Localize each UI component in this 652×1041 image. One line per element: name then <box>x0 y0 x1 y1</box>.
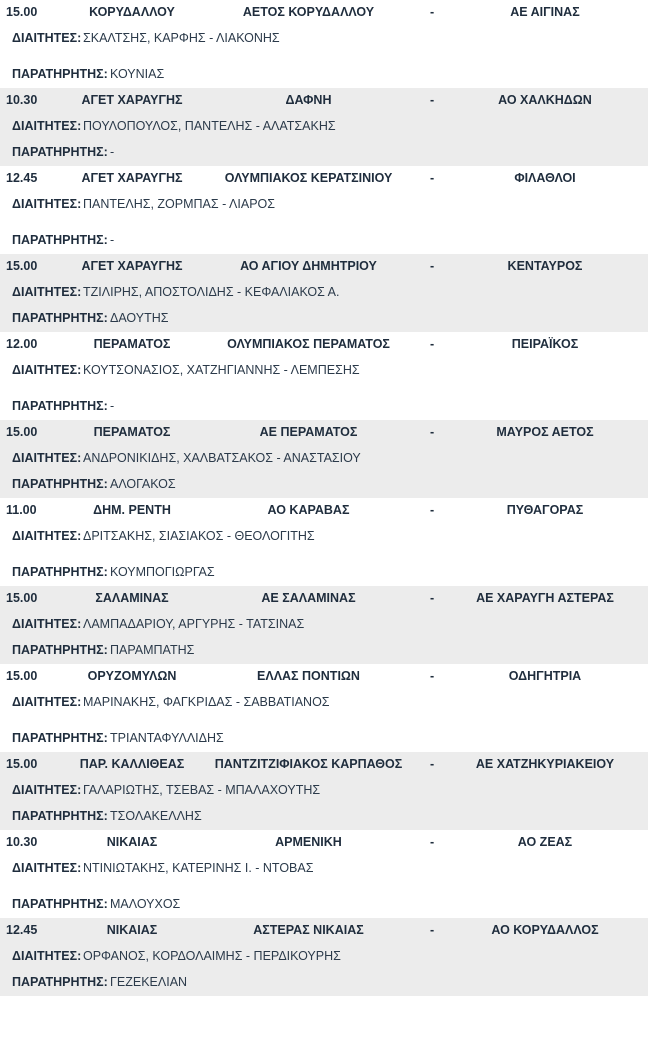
observer-value: - <box>110 399 115 413</box>
score-separator: - <box>430 425 435 439</box>
match-venue: ΔΗΜ. ΡΕΝΤΗ <box>93 503 171 517</box>
observer-label: ΠΑΡΑΤΗΡΗΤΗΣ: <box>12 233 108 247</box>
match-row <box>0 498 648 524</box>
match-time: 10.30 <box>6 93 38 107</box>
referees-row <box>0 524 648 560</box>
observer-value: ΓΕΖΕΚΕΛΙΑΝ <box>110 975 188 989</box>
match-time: 15.00 <box>6 259 38 273</box>
home-team: ΑΕΤΟΣ ΚΟΡΥΔΑΛΛΟΥ <box>242 5 375 19</box>
observer-label: ΠΑΡΑΤΗΡΗΤΗΣ: <box>12 67 108 81</box>
referees-row <box>0 778 648 804</box>
referees-row <box>0 358 648 394</box>
referees-value: ΝΤΙΝΙΩΤΑΚΗΣ, ΚΑΤΕΡΙΝΗΣ Ι. - ΝΤΟΒΑΣ <box>83 861 314 875</box>
match-time: 15.00 <box>6 591 38 605</box>
home-team: ΑΕ ΠΕΡΑΜΑΤΟΣ <box>259 425 358 439</box>
match-block <box>0 332 648 420</box>
referees-value: ΣΚΑΛΤΣΗΣ, ΚΑΡΦΗΣ - ΛΙΑΚΟΝΗΣ <box>83 31 280 45</box>
referees-row <box>0 856 648 892</box>
match-block <box>0 88 648 166</box>
match-block <box>0 830 648 918</box>
observer-value: ΚΟΥΝΙΑΣ <box>110 67 165 81</box>
observer-value: - <box>110 233 115 247</box>
observer-row <box>0 726 648 752</box>
home-team: ΑΣΤΕΡΑΣ ΝΙΚΑΙΑΣ <box>253 923 364 937</box>
match-time: 15.00 <box>6 757 38 771</box>
score-separator: - <box>430 337 435 351</box>
observer-row <box>0 306 648 332</box>
observer-label: ΠΑΡΑΤΗΡΗΤΗΣ: <box>12 643 108 657</box>
match-row <box>0 88 648 114</box>
away-team: ΑΕ ΧΑΡΑΥΓΗ ΑΣΤΕΡΑΣ <box>476 591 614 605</box>
match-time: 12.00 <box>6 337 38 351</box>
referees-label: ΔΙΑΙΤΗΤΕΣ: <box>12 31 82 45</box>
referees-value: ΓΑΛΑΡΙΩΤΗΣ, ΤΣΕΒΑΣ - ΜΠΑΛΑΧΟΥΤΗΣ <box>83 783 321 797</box>
referees-value: ΤΖΙΛΙΡΗΣ, ΑΠΟΣΤΟΛΙΔΗΣ - ΚΕΦΑΛΙΑΚΟΣ Α. <box>83 285 340 299</box>
observer-row <box>0 394 648 420</box>
referees-value: ΟΡΦΑΝΟΣ, ΚΟΡΔΟΛΑΙΜΗΣ - ΠΕΡΔΙΚΟΥΡΗΣ <box>83 949 341 963</box>
home-team: ΟΛΥΜΠΙΑΚΟΣ ΠΕΡΑΜΑΤΟΣ <box>227 337 390 351</box>
match-time: 15.00 <box>6 669 38 683</box>
referees-value: ΛΑΜΠΑΔΑΡΙΟΥ, ΑΡΓΥΡΗΣ - ΤΑΤΣΙΝΑΣ <box>83 617 305 631</box>
observer-label: ΠΑΡΑΤΗΡΗΤΗΣ: <box>12 145 108 159</box>
away-team: ΑΟ ΖΕΑΣ <box>517 835 573 849</box>
observer-row <box>0 140 648 166</box>
observer-row <box>0 472 648 498</box>
match-row <box>0 332 648 358</box>
observer-value: ΤΡΙΑΝΤΑΦΥΛΛΙΔΗΣ <box>110 731 224 745</box>
referees-value: ΑΝΔΡΟΝΙΚΙΔΗΣ, ΧΑΛΒΑΤΣΑΚΟΣ - ΑΝΑΣΤΑΣΙΟΥ <box>83 451 361 465</box>
away-team: ΑΕ ΑΙΓΙΝΑΣ <box>510 5 580 19</box>
away-team: ΠΕΙΡΑΪΚΟΣ <box>511 337 579 351</box>
match-venue: ΝΙΚΑΙΑΣ <box>106 835 158 849</box>
home-team: ΑΡΜΕΝΙΚΗ <box>275 835 342 849</box>
referees-label: ΔΙΑΙΤΗΤΕΣ: <box>12 119 82 133</box>
match-row <box>0 420 648 446</box>
away-team: ΦΙΛΑΘΛΟΙ <box>514 171 576 185</box>
score-separator: - <box>430 503 435 517</box>
match-time: 10.30 <box>6 835 38 849</box>
referees-row <box>0 26 648 62</box>
match-row <box>0 586 648 612</box>
match-block <box>0 586 648 664</box>
match-block <box>0 664 648 752</box>
referees-value: ΠΑΝΤΕΛΗΣ, ΖΟΡΜΠΑΣ - ΛΙΑΡΟΣ <box>83 197 275 211</box>
away-team: ΠΥΘΑΓΟΡΑΣ <box>506 503 584 517</box>
score-separator: - <box>430 5 435 19</box>
home-team: ΑΟ ΚΑΡΑΒΑΣ <box>267 503 350 517</box>
referees-label: ΔΙΑΙΤΗΤΕΣ: <box>12 451 82 465</box>
referees-label: ΔΙΑΙΤΗΤΕΣ: <box>12 285 82 299</box>
referees-row <box>0 280 648 306</box>
observer-value: ΜΑΛΟΥΧΟΣ <box>110 897 181 911</box>
match-time: 12.45 <box>6 923 38 937</box>
referees-label: ΔΙΑΙΤΗΤΕΣ: <box>12 363 82 377</box>
score-separator: - <box>430 591 435 605</box>
match-row <box>0 918 648 944</box>
home-team: ΟΛΥΜΠΙΑΚΟΣ ΚΕΡΑΤΣΙΝΙΟΥ <box>224 171 393 185</box>
observer-row <box>0 560 648 586</box>
match-venue: ΝΙΚΑΙΑΣ <box>106 923 158 937</box>
match-row <box>0 664 648 690</box>
away-team: ΑΕ ΧΑΤΖΗΚΥΡΙΑΚΕΙΟΥ <box>475 757 615 771</box>
observer-value: - <box>110 145 115 159</box>
score-separator: - <box>430 835 435 849</box>
away-team: ΚΕΝΤΑΥΡΟΣ <box>507 259 583 273</box>
observer-row <box>0 892 648 918</box>
referees-label: ΔΙΑΙΤΗΤΕΣ: <box>12 197 82 211</box>
match-venue: ΟΡΥΖΟΜΥΛΩΝ <box>87 669 177 683</box>
observer-label: ΠΑΡΑΤΗΡΗΤΗΣ: <box>12 809 108 823</box>
score-separator: - <box>430 93 435 107</box>
match-time: 15.00 <box>6 5 38 19</box>
match-block <box>0 918 648 996</box>
observer-row <box>0 804 648 830</box>
observer-label: ΠΑΡΑΤΗΡΗΤΗΣ: <box>12 897 108 911</box>
match-time: 11.00 <box>6 503 37 517</box>
match-venue: ΑΓΕΤ ΧΑΡΑΥΓΗΣ <box>81 93 183 107</box>
observer-label: ΠΑΡΑΤΗΡΗΤΗΣ: <box>12 731 108 745</box>
match-venue: ΑΓΕΤ ΧΑΡΑΥΓΗΣ <box>81 171 183 185</box>
match-block <box>0 420 648 498</box>
referees-value: ΜΑΡΙΝΑΚΗΣ, ΦΑΓΚΡΙΔΑΣ - ΣΑΒΒΑΤΙΑΝΟΣ <box>83 695 330 709</box>
score-separator: - <box>430 923 435 937</box>
match-time: 12.45 <box>6 171 38 185</box>
match-venue: ΠΑΡ. ΚΑΛΛΙΘΕΑΣ <box>79 757 185 771</box>
referees-value: ΚΟΥΤΣΟΝΑΣΙΟΣ, ΧΑΤΖΗΓΙΑΝΝΗΣ - ΛΕΜΠΕΣΗΣ <box>83 363 360 377</box>
observer-label: ΠΑΡΑΤΗΡΗΤΗΣ: <box>12 975 108 989</box>
score-separator: - <box>430 171 435 185</box>
observer-value: ΤΣΟΛΑΚΕΛΛΗΣ <box>110 809 202 823</box>
match-venue: ΑΓΕΤ ΧΑΡΑΥΓΗΣ <box>81 259 183 273</box>
match-row <box>0 166 648 192</box>
away-team: ΜΑΥΡΟΣ ΑΕΤΟΣ <box>496 425 594 439</box>
match-row <box>0 254 648 280</box>
referees-row <box>0 192 648 228</box>
score-separator: - <box>430 669 435 683</box>
match-venue: ΣΑΛΑΜΙΝΑΣ <box>95 591 169 605</box>
match-block <box>0 166 648 254</box>
match-venue: ΚΟΡΥΔΑΛΛΟΥ <box>89 5 175 19</box>
match-block <box>0 752 648 830</box>
home-team: ΑΟ ΑΓΙΟΥ ΔΗΜΗΤΡΙΟΥ <box>240 259 377 273</box>
home-team: ΠΑΝΤΖΙΤΖΙΦΙΑΚΟΣ ΚΑΡΠΑΘΟΣ <box>214 757 403 771</box>
referees-value: ΠΟΥΛΟΠΟΥΛΟΣ, ΠΑΝΤΕΛΗΣ - ΑΛΑΤΣΑΚΗΣ <box>83 119 336 133</box>
referees-label: ΔΙΑΙΤΗΤΕΣ: <box>12 529 82 543</box>
home-team: ΕΛΛΑΣ ΠΟΝΤΙΩΝ <box>257 669 360 683</box>
away-team: ΟΔΗΓΗΤΡΙΑ <box>508 669 582 683</box>
match-block <box>0 0 648 88</box>
observer-value: ΔΑΟΥΤΗΣ <box>110 311 169 325</box>
observer-label: ΠΑΡΑΤΗΡΗΤΗΣ: <box>12 565 108 579</box>
match-time: 15.00 <box>6 425 38 439</box>
referees-row <box>0 612 648 638</box>
score-separator: - <box>430 757 435 771</box>
observer-value: ΠΑΡΑΜΠΑΤΗΣ <box>110 643 195 657</box>
match-venue: ΠΕΡΑΜΑΤΟΣ <box>93 425 171 439</box>
referees-row <box>0 944 648 970</box>
referees-row <box>0 446 648 472</box>
home-team: ΑΕ ΣΑΛΑΜΙΝΑΣ <box>261 591 356 605</box>
referees-label: ΔΙΑΙΤΗΤΕΣ: <box>12 861 82 875</box>
observer-label: ΠΑΡΑΤΗΡΗΤΗΣ: <box>12 477 108 491</box>
referees-row <box>0 690 648 726</box>
observer-value: ΚΟΥΜΠΟΓΙΩΡΓΑΣ <box>110 565 215 579</box>
match-row <box>0 830 648 856</box>
score-separator: - <box>430 259 435 273</box>
referees-label: ΔΙΑΙΤΗΤΕΣ: <box>12 617 82 631</box>
referees-label: ΔΙΑΙΤΗΤΕΣ: <box>12 949 82 963</box>
observer-row <box>0 228 648 254</box>
observer-row <box>0 62 648 88</box>
match-block <box>0 254 648 332</box>
referees-row <box>0 114 648 140</box>
observer-value: ΑΛΟΓΑΚΟΣ <box>110 477 176 491</box>
match-row <box>0 0 648 26</box>
referees-value: ΔΡΙΤΣΑΚΗΣ, ΣΙΑΣΙΑΚΟΣ - ΘΕΟΛΟΓΙΤΗΣ <box>83 529 315 543</box>
match-block <box>0 498 648 586</box>
away-team: ΑΟ ΚΟΡΥΔΑΛΛΟΣ <box>491 923 599 937</box>
referees-label: ΔΙΑΙΤΗΤΕΣ: <box>12 695 82 709</box>
away-team: ΑΟ ΧΑΛΚΗΔΩΝ <box>498 93 592 107</box>
home-team: ΔΑΦΝΗ <box>285 93 332 107</box>
observer-label: ΠΑΡΑΤΗΡΗΤΗΣ: <box>12 399 108 413</box>
observer-label: ΠΑΡΑΤΗΡΗΤΗΣ: <box>12 311 108 325</box>
match-row <box>0 752 648 778</box>
match-venue: ΠΕΡΑΜΑΤΟΣ <box>93 337 171 351</box>
observer-row <box>0 638 648 664</box>
observer-row <box>0 970 648 996</box>
referees-label: ΔΙΑΙΤΗΤΕΣ: <box>12 783 82 797</box>
